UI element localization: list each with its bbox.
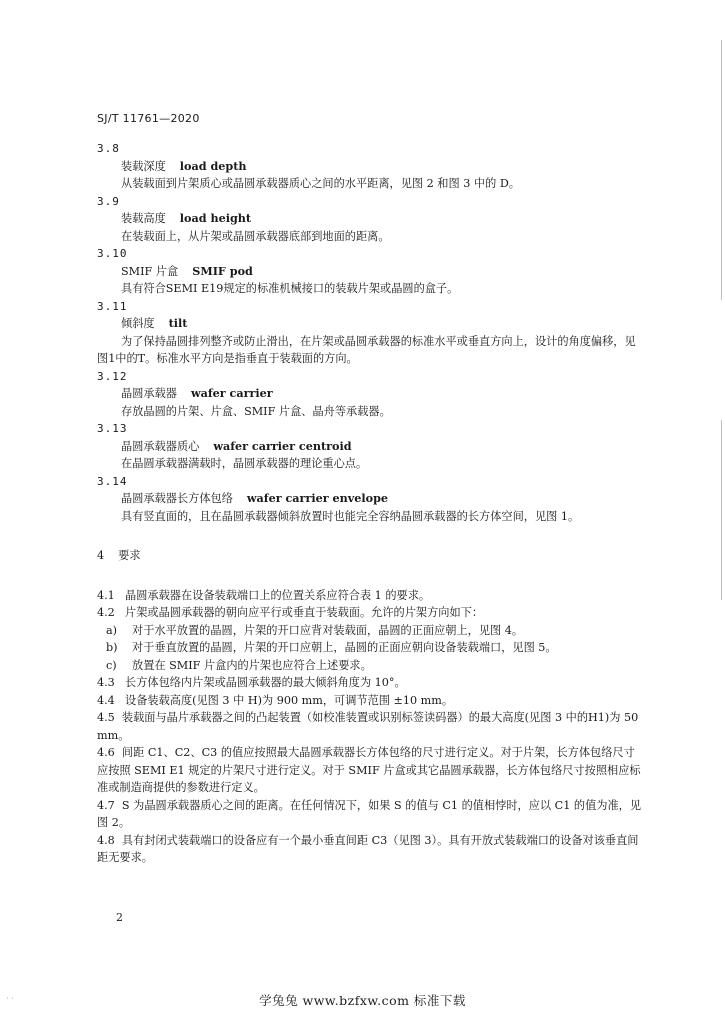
requirement-number: 4.3: [97, 676, 115, 689]
spacer: [97, 569, 642, 587]
item-text: 放置在 SMIF 片盒内的片架也应符合上述要求。: [132, 658, 372, 672]
term-zh: 晶圆承载器: [121, 387, 177, 400]
requirement-text: 片架或晶圆承载器的朝向应平行或垂直于装载面。允许的片架方向如下：: [125, 606, 484, 619]
requirement-text: 晶圆承载器在设备装载端口上的位置关系应符合表 1 的要求。: [125, 588, 431, 602]
term-line: [97, 263, 642, 281]
term-definition: 从装载面到片架质心或晶圆承载器质心之间的水平距离，见图 2 和图 3 中的 D。: [121, 177, 520, 190]
clause-number: 3.12: [97, 369, 128, 383]
page-number: 2: [116, 911, 123, 924]
requirement-text: 长方体包络内片架或晶圆承载器的最大倾斜角度为 10°。: [125, 676, 406, 689]
requirement-4-8: [97, 832, 642, 867]
clause-number: 3.8: [97, 142, 120, 155]
term-zh: 装载深度: [121, 159, 166, 173]
section-title: 要求: [118, 549, 141, 562]
clause-3-12: [97, 368, 642, 421]
clause-number: 3.9: [97, 194, 120, 208]
list-item-a: [97, 622, 642, 640]
clause-number: 3.13: [97, 422, 128, 435]
term-definition: 在装载面上，从片架或晶圆承载器底部到地面的距离。: [121, 229, 390, 243]
requirement-text: 设备装载高度(见图 3 中 H)为 900 mm，可调节范围 ±10 mm。: [125, 693, 454, 707]
requirement-number: 4.1: [97, 588, 115, 602]
clause-3-10: [97, 245, 642, 298]
term-zh: 倾斜度: [121, 317, 155, 330]
term-en: wafer carrier: [190, 386, 273, 400]
spacer: [97, 525, 642, 543]
section-number: 4: [97, 549, 105, 562]
term-line: [97, 385, 642, 403]
requirement-4-7: [97, 797, 642, 832]
clause-3-8: [97, 140, 642, 193]
item-marker: b): [106, 641, 118, 654]
term-line: [97, 315, 642, 333]
term-line: [97, 490, 642, 508]
clause-number: 3.14: [97, 474, 128, 488]
term-definition: 存放晶圆的片架、片盒、SMIF 片盒、晶舟等承载器。: [121, 404, 391, 418]
requirement-number: 4.2: [97, 606, 115, 619]
list-item-b: [97, 639, 642, 657]
requirement-number: 4.8: [97, 833, 115, 847]
scan-noise: · ·: [6, 994, 14, 1003]
requirement-text: S 为晶圆承载器质心之间的距离。在任何情况下，如果 S 的值与 C1 的值相悖时，应以 C1 的值为准，见图 2。: [97, 798, 642, 829]
requirement-text: 具有封闭式装载端口的设备应有一个最小垂直间距 C3（见图 3）。具有开放式装载端口的设备对该垂直间距无要求。: [97, 833, 639, 864]
term-definition: 在晶圆承载器满载时，晶圆承载器的理论重心点。: [121, 457, 368, 470]
requirement-text: 间距 C1、C2、C3 的值应按照最大晶圆承载器长方体包络的尺寸进行定义。对于片架，长方体包络尺寸应按照 SEMI E1 规定的片架尺寸进行定义。对于 SMIF 片盒或其它晶圆承载器，长方体包络尺寸按照相应标准或制造商提供的参数进行定义。: [97, 746, 641, 794]
requirement-4-4: [97, 692, 642, 710]
term-line: [97, 158, 642, 176]
term-definition: 具有符合SEMI E19规定的标准机械接口的装载片架或晶圆的盒子。: [121, 282, 459, 295]
watermark-footer: 学兔兔 www.bzfxw.com 标准下载: [259, 993, 466, 1008]
item-text: 对于垂直放置的晶圆，片架的开口应朝上，晶圆的正面应朝向设备装载端口，见图 5。: [132, 641, 557, 654]
term-definition: 具有竖直面的，且在晶圆承载器倾斜放置时也能完全容纳晶圆承载器的长方体空间，见图 1。: [121, 509, 580, 523]
requirement-number: 4.7: [97, 798, 115, 812]
clause-number: 3.11: [97, 299, 128, 313]
list-item-c: [97, 657, 642, 675]
clause-3-9: [97, 193, 642, 246]
term-zh: 晶圆承载器长方体包络: [121, 492, 233, 505]
standard-number: SJ/T 11761—2020: [97, 112, 200, 125]
requirement-4-6: [97, 744, 642, 797]
requirement-number: 4.4: [97, 693, 115, 707]
term-line: [97, 438, 642, 456]
term-zh: SMIF 片盒: [121, 264, 179, 278]
requirement-text: 装载面与晶片承载器之间的凸起装置（如校准装置或识别标签读码器）的最大高度(见图 3 中的H1)为 50 mm。: [97, 711, 639, 742]
term-en: SMIF pod: [192, 263, 253, 278]
item-text: 对于水平放置的晶圆，片架的开口应背对装载面，晶圆的正面应朝上，见图 4。: [132, 623, 524, 637]
requirement-4-3: [97, 674, 642, 692]
term-definition: 为了保持晶圆排列整齐或防止滑出，在片架或晶圆承载器的标准水平或垂直方向上，设计的角度偏移，见图1中的T。标准水平方向是指垂直于装载面的方向。: [97, 334, 636, 365]
term-line: [97, 210, 642, 228]
term-zh: 晶圆承载器质心: [121, 439, 200, 453]
term-zh: 装载高度: [121, 212, 166, 225]
clause-3-14: [97, 473, 642, 526]
term-en: wafer carrier centroid: [213, 438, 352, 453]
clause-3-13: [97, 420, 642, 473]
clause-3-11: [97, 298, 642, 368]
item-marker: c): [106, 658, 117, 672]
scan-edge-line: [721, 40, 722, 300]
requirement-4-1: [97, 587, 642, 605]
scan-edge-line: [721, 420, 722, 600]
item-marker: a): [106, 623, 118, 637]
requirement-number: 4.5: [97, 711, 115, 724]
requirement-number: 4.6: [97, 746, 115, 759]
term-en: tilt: [168, 316, 188, 330]
document-body: [97, 140, 642, 867]
requirement-4-2: [97, 604, 642, 622]
requirement-4-5: [97, 709, 642, 744]
section-heading: [97, 547, 642, 565]
term-en: load height: [179, 211, 252, 225]
clause-number: 3.10: [97, 247, 128, 260]
term-en: load depth: [179, 158, 247, 173]
term-en: wafer carrier envelope: [246, 491, 389, 505]
